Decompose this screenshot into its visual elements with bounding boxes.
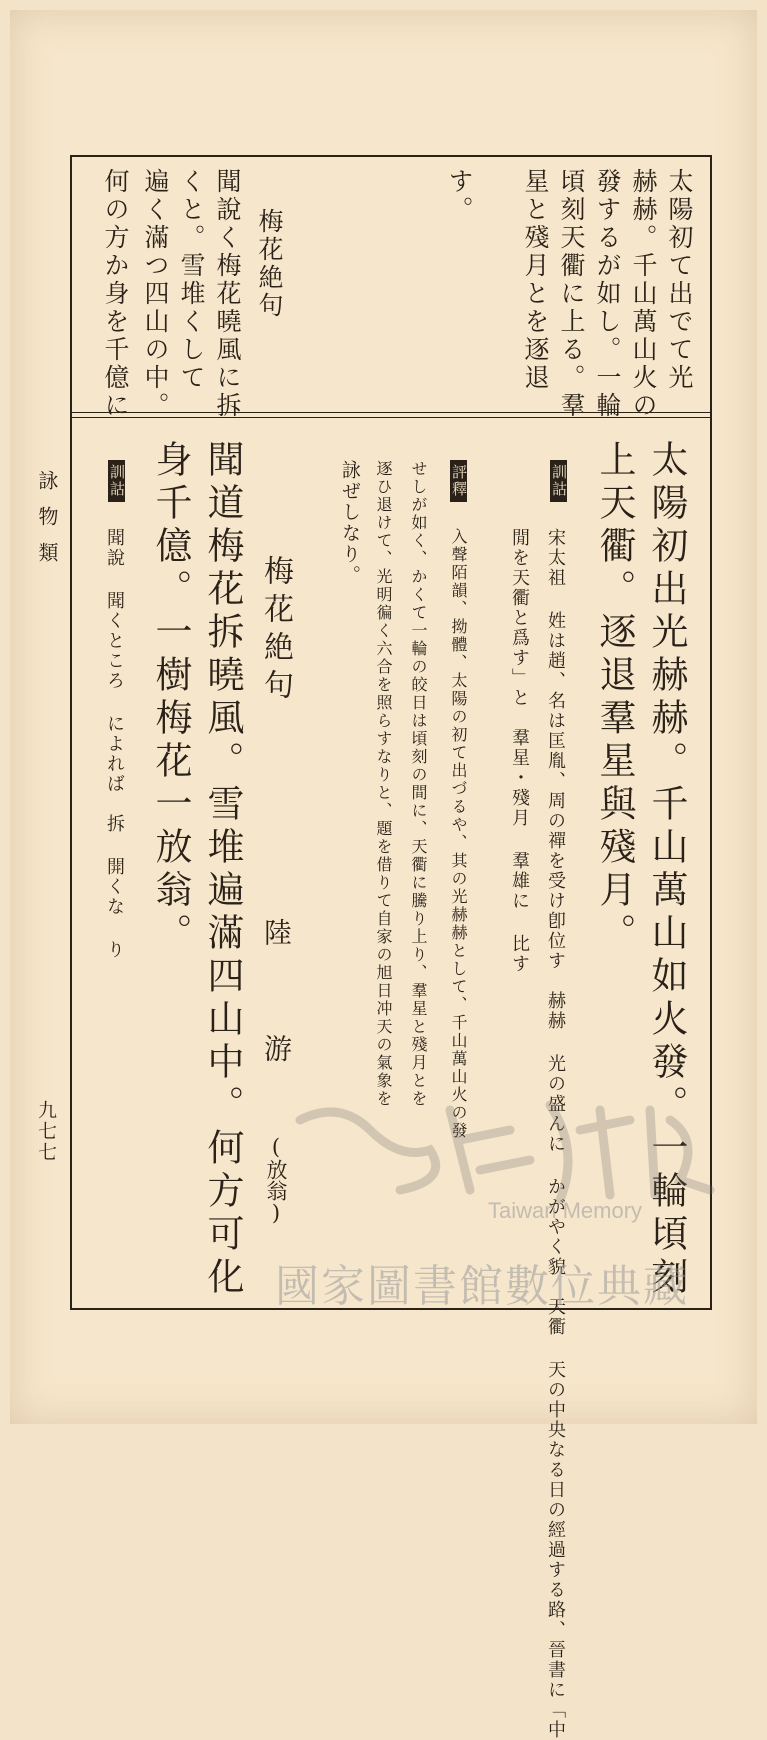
library-seal-watermark <box>280 1090 720 1210</box>
upper-line-10: 何の方か身を千億に <box>101 168 130 420</box>
upper-line-3: 發するが如し。一輪 <box>593 168 622 420</box>
poem1-ping-line-4: 詠ぜしなり。 <box>339 460 361 586</box>
page-number: 九七七 <box>35 1100 57 1163</box>
poem1-ping-line-1: 入聲陌韻、拗體、太陽の初て出づるや、其の光赫赫として、千山萬山火の發 <box>449 528 468 1140</box>
poem1-kun-line-2: 閒を天衢と爲す」と 羣星・殘月 羣雄に 比す <box>509 528 530 974</box>
poem2-author: 陸 游 <box>260 918 293 1092</box>
poem2-line-2: 身千億。一樹梅花一放翁。 <box>149 440 192 956</box>
poem1-line-1: 太陽初出光赫赫。千山萬山如火發。一輪頃刻 <box>645 440 688 1300</box>
upper-line-5: 星と殘月とを逐退 <box>521 168 550 392</box>
poem1-ping-badge: 評釋 <box>450 460 468 502</box>
upper-line-7: 聞說く梅花曉風に拆 <box>213 168 242 420</box>
watermark-english: Taiwan Memory <box>488 1198 643 1223</box>
upper-poem-title: 梅花絶句 <box>255 208 284 320</box>
poem1-ping-line-3: 逐ひ退けて、光明徧く六合を照らすなりと、題を借りて自家の旭日冲天の氣象を <box>374 460 393 1108</box>
upper-line-9: 遍く滿つ四山の中。 <box>141 168 170 420</box>
upper-line-8: くと。雪堆くして <box>177 168 206 392</box>
section-header: 詠物類 <box>35 470 59 578</box>
poem2-line-1: 聞道梅花拆曉風。雪堆遍滿四山中。何方可化 <box>201 440 244 1300</box>
poem1-line-2: 上天衢。逐退羣星與殘月。 <box>593 440 636 956</box>
poem2-title: 梅花絶句 <box>258 555 293 707</box>
poem1-ping-line-2: せしが如く、かくて一輪の皎日は頃刻の間に、天衢に騰り上り、羣星と殘月とを <box>409 460 428 1108</box>
watermark-text: 國家圖書館數位典藏 <box>275 1261 689 1312</box>
poem1-kun-line-1: 宋太祖 姓は趙、名は匡胤、周の禪を受け卽位す 赫赫 光の盛んに かがやく貌 天衢 天の中央なる日の經過する路、晉書に「中 <box>545 528 566 1740</box>
upper-line-1: 太陽初て出でて光 <box>665 168 694 392</box>
upper-line-6: す。 <box>445 168 474 224</box>
poem1-kun-badge: 訓詁 <box>550 460 568 502</box>
upper-line-4: 頃刻天衢に上る。羣 <box>557 168 586 420</box>
poem2-kun-line-1: 聞說 聞くところ によれば 拆 開くな り <box>104 528 125 960</box>
poem2-kun-badge: 訓詁 <box>108 460 126 502</box>
poem2-author-alias: (放翁) <box>264 1135 288 1225</box>
upper-line-2: 赫赫。千山萬山火の <box>629 168 658 420</box>
